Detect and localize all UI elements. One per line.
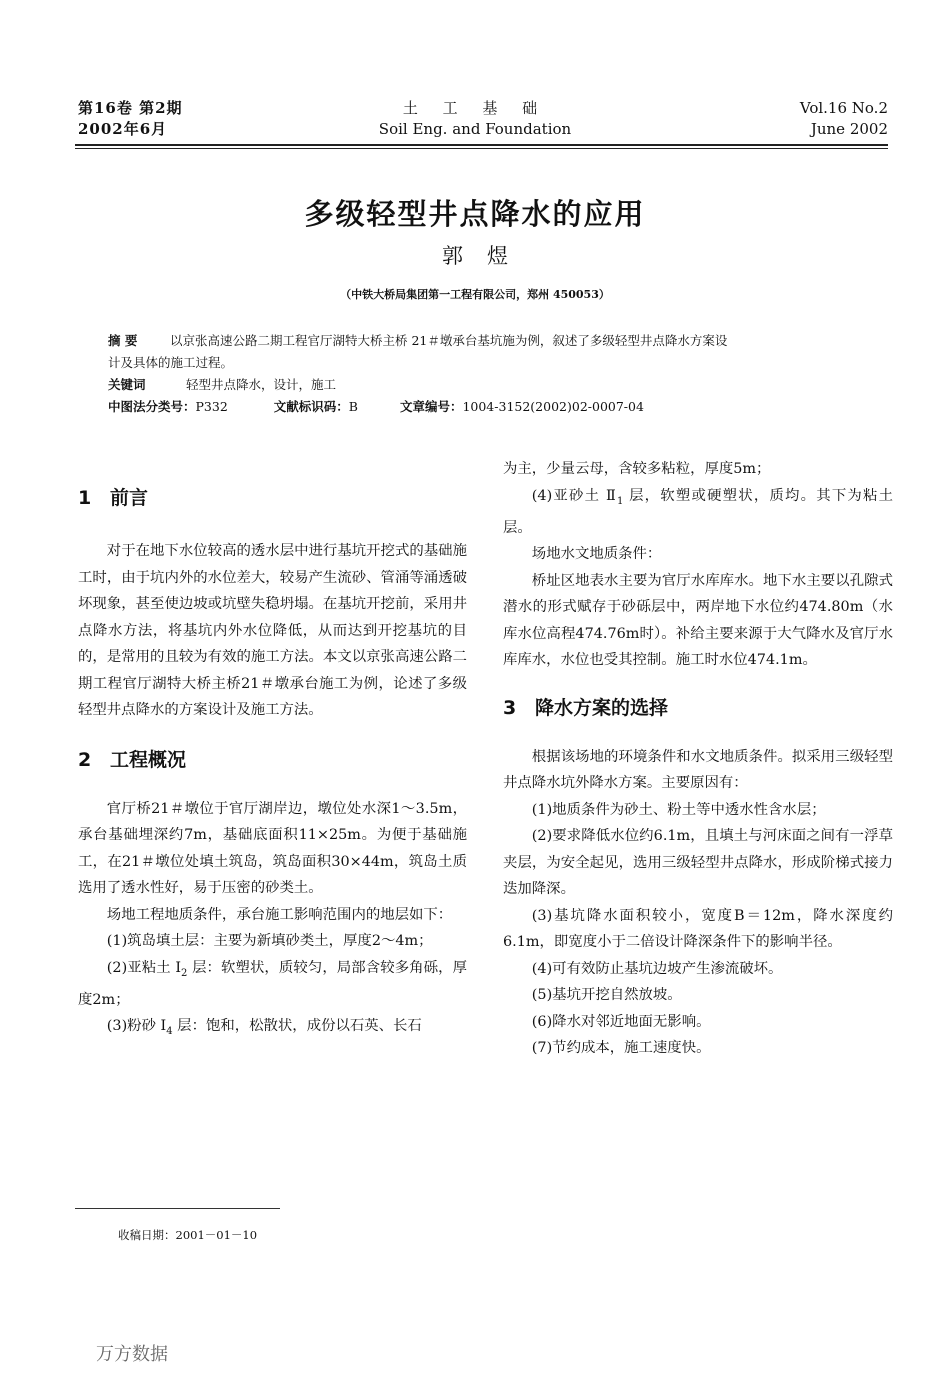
author-affiliation: （中铁大桥局集团第一工程有限公司，郑州 450053） [340, 288, 610, 301]
articleno-label: 文章编号： [399, 399, 463, 414]
layer-4-text: (4)亚砂土 Ⅱ [531, 487, 617, 504]
keywords: 轻型井点降水，设计，施工 [186, 377, 337, 392]
reason-4: (4)可有效防止基坑边坡产生渗流破坏。 [531, 960, 783, 977]
item-3-text: (3)粉砂 I [106, 1018, 167, 1035]
footnote-rule [75, 1208, 280, 1209]
continued-text: 为主，少量云母，含较多粘粒，厚度5m； [503, 461, 771, 477]
section-2-paragraph-2: 场地工程地质条件，承台施工影响范围内的地层如下： [106, 906, 453, 923]
received-date: 收稿日期：2001－01－10 [118, 1228, 258, 1242]
journal-name-cn: 土 工 基 础 [402, 99, 548, 117]
watermark: 万方数据 [96, 1344, 168, 1365]
left-column [78, 484, 467, 1046]
item-2-text-cont: 层：软塑状，质较匀，局部含较多角砾，厚度2m； [78, 959, 467, 1008]
hydro-heading: 场地水文地质条件： [531, 546, 662, 563]
clc-label: 中图法分类号： [108, 399, 196, 414]
reason-7: (7)节约成本，施工速度快。 [531, 1040, 711, 1057]
clc-value: P332 [195, 399, 228, 414]
abstract-text-cont: 计及具体的施工过程。 [108, 355, 234, 370]
right-column [503, 456, 893, 1062]
doccode-label: 文献标识码： [273, 399, 349, 414]
section-1-heading [78, 484, 467, 512]
hydro-paragraph: 桥址区地表水主要为官厅水库库水。地下水主要以孔隙式潜水的形式赋存于砂砾层中，两岸地下水位约474.80m（水库水位高程474.76m时）。补给主要来源于大气降水及官厅水库库水，水位也受其控制。施工时水位474.1m。 [503, 572, 893, 669]
journal-vol-en: Vol.16 No.2 [799, 99, 888, 117]
paper-title: 多级轻型井点降水的应用 [304, 197, 646, 231]
paper-author: 郭煜 [442, 244, 532, 268]
header-rule-thin [75, 148, 888, 149]
articleno-value: 1004-3152(2002)02-0007-04 [462, 399, 644, 414]
item-2-text: (2)亚粘土 I [106, 959, 182, 976]
section-3-title: 降水方案的选择 [535, 696, 669, 719]
doccode-value: B [348, 399, 358, 414]
section-2-item-3 [78, 1013, 467, 1045]
section-3-heading [503, 694, 893, 722]
item-2-subscript: 2 [181, 967, 188, 979]
section-1-paragraph: 对于在地下水位较高的透水层中进行基坑开挖式的基础施工时，由于坑内外的水位差大，较易产生流砂、管涌等涌透破坏现象，甚至使边坡或坑壁失稳坍塌。在基坑开挖前，采用井点降水方法，将基坑内外水位降低，从而达到开挖基坑的目的，是常用的且较为有效的施工方法。本文以京张高速公路二期工程官厅湖特大桥主桥21＃墩承台施工为例，论述了多级轻型井点降水的方案设计及施工方法。 [78, 543, 467, 718]
header-rule [75, 144, 888, 146]
item-3-text-cont: 层：饱和，松散状，成份以石英、长石 [172, 1018, 422, 1035]
item-3-subscript: 4 [166, 1026, 173, 1038]
abstract-text: 以京张高速公路二期工程官厅湖特大桥主桥 21＃墩承台基坑施为例，叙述了多级轻型井点降水方案设 [170, 333, 728, 348]
section-1-title: 前言 [110, 487, 149, 509]
journal-date-en: June 2002 [810, 120, 888, 138]
section-2-paragraph-1: 官厅桥21＃墩位于官厅湖岸边，墩位处水深1～3.5m，承台基础埋深约7m，基础底面积11×25m。为便于基础施工，在21＃墩位处填土筑岛，筑岛面积30×44m，筑岛土质选用了透水性好，易于压密的砂类土。 [78, 800, 467, 896]
reason-1: (1)地质条件为砂土、粉土等中透水性含水层； [531, 801, 826, 818]
abstract [108, 330, 868, 418]
journal-name-en: Soil Eng. and Foundation [378, 120, 572, 138]
layer-4-text-cont: 层，软塑或硬塑状，质均。其下为粘土层。 [503, 487, 893, 536]
layer-4 [503, 483, 893, 542]
section-2-heading [78, 746, 467, 774]
section-2-item-2 [78, 955, 467, 1014]
reason-5: (5)基坑开挖自然放坡。 [531, 987, 682, 1004]
layer-4-subscript: 1 [616, 495, 624, 507]
section-2-number: 2 [78, 748, 92, 771]
journal-date: 2002年6月 [78, 120, 168, 138]
journal-volume-issue: 第16卷 第2期 [78, 99, 183, 117]
section-2-item-1: (1)筑岛填土层：主要为新填砂类土，厚度2～4m； [106, 933, 433, 949]
section-3-paragraph: 根据该场地的环境条件和水文地质条件。拟采用三级轻型井点降水坑外降水方案。主要原因有： [503, 748, 893, 792]
abstract-label: 摘 要 [108, 333, 138, 348]
section-1-number: 1 [78, 487, 92, 509]
reason-6: (6)降水对邻近地面无影响。 [531, 1013, 711, 1030]
section-3-number: 3 [503, 696, 517, 719]
section-2-title: 工程概况 [110, 748, 187, 771]
reason-3: (3)基坑降水面积较小，宽度B＝12m，降水深度约6.1m，即宽度小于二倍设计降深条件下的影响半径。 [503, 907, 893, 951]
reason-2: (2)要求降低水位约6.1m，且填土与河床面之间有一浮草夹层，为安全起见，选用三级轻型井点降水，形成阶梯式接力迭加降深。 [503, 828, 893, 898]
keywords-label: 关键词 [108, 377, 146, 392]
